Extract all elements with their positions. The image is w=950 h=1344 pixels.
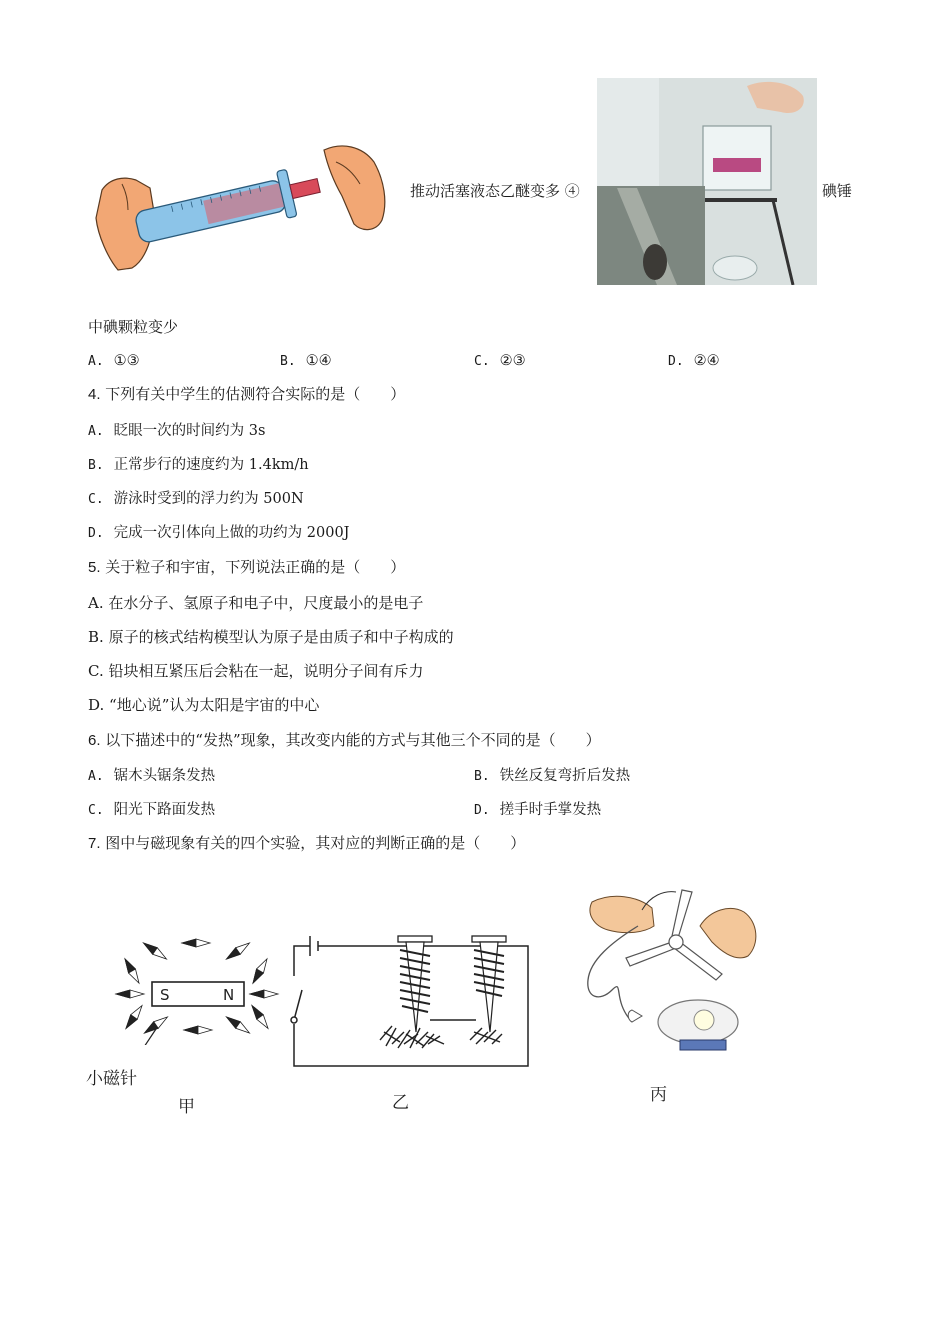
compass-needle-icon	[224, 940, 252, 963]
figure-yi-electromagnet-circuit	[288, 928, 538, 1073]
q6-option-a: A. 锯木头锯条发热	[88, 768, 216, 784]
compass-needle-icon	[123, 1003, 146, 1031]
compass-needle-icon	[184, 1026, 212, 1034]
q3-option-a: A. ①③	[88, 353, 140, 369]
figure-jia-caption: 甲	[178, 1097, 195, 1117]
compass-needle-icon	[141, 940, 169, 963]
q3-continuation: 中碘颗粒变少	[88, 318, 179, 336]
q3-option-d: D. ②④	[668, 353, 720, 369]
small-compass-label: 小磁针	[86, 1069, 137, 1089]
q5-option-c: C. 铅块相互紧压后会粘在一起，说明分子间有斥力	[88, 662, 424, 680]
q6-option-d: D. 搓手时手掌发热	[474, 802, 602, 818]
syringe-illustration	[92, 140, 392, 275]
figure-jia-bar-magnet	[110, 935, 285, 1045]
compass-needle-icon	[122, 957, 143, 985]
q5-option-d: D. “地心说”认为太阳是宇宙的中心	[88, 696, 320, 714]
q3-option-b: B. ①④	[280, 353, 332, 369]
compass-needle-icon	[116, 990, 144, 998]
q3-option-c: C. ②③	[474, 353, 526, 369]
q4-option-a: A. 眨眼一次的时间约为 3s	[88, 423, 266, 439]
figure-yi-caption: 乙	[392, 1093, 409, 1113]
q4-stem: 4. 下列有关中学生的估测符合实际的是（ ）	[88, 385, 406, 403]
pole-n-label: N	[223, 986, 235, 1004]
compass-needle-icon	[182, 939, 210, 947]
figure-bing-fan-generator	[572, 882, 762, 1062]
q3-text-between: 推动活塞液态乙醚变多 ④	[410, 182, 580, 200]
compass-needle-icon	[224, 1014, 252, 1037]
q4-option-c: C. 游泳时受到的浮力约为 500N	[88, 491, 304, 507]
figure-bing-caption: 丙	[650, 1085, 667, 1105]
compass-needle-icon	[142, 1014, 170, 1037]
q7-stem: 7. 图中与磁现象有关的四个实验，其对应的判断正确的是（ ）	[88, 834, 526, 852]
pole-s-label: S	[160, 986, 170, 1004]
q5-stem: 5. 关于粒子和宇宙，下列说法正确的是（ ）	[88, 558, 406, 576]
q6-stem: 6. 以下描述中的“发热”现象，其改变内能的方式与其他三个不同的是（ ）	[88, 731, 601, 749]
q5-option-a: A. 在水分子、氢原子和电子中，尺度最小的是电子	[88, 594, 424, 612]
q4-option-b: B. 正常步行的速度约为 1.4km/h	[88, 457, 309, 473]
q6-option-b: B. 铁丝反复弯折后发热	[474, 768, 631, 784]
q6-option-c: C. 阳光下路面发热	[88, 802, 216, 818]
iron-filings	[380, 1026, 502, 1048]
q4-option-d: D. 完成一次引体向上做的功约为 2000J	[88, 525, 350, 541]
iodine-hammer-photo	[597, 78, 817, 285]
nail-coil-right	[472, 936, 506, 1032]
compass-needle-icon	[250, 957, 271, 985]
q5-option-b: B. 原子的核式结构模型认为原子是由质子和中子构成的	[88, 628, 454, 646]
nail-coil-left	[398, 936, 432, 1032]
compass-needle-icon	[250, 990, 278, 998]
q3-text-after: 碘锤	[822, 182, 853, 200]
compass-needle-icon	[249, 1003, 272, 1031]
